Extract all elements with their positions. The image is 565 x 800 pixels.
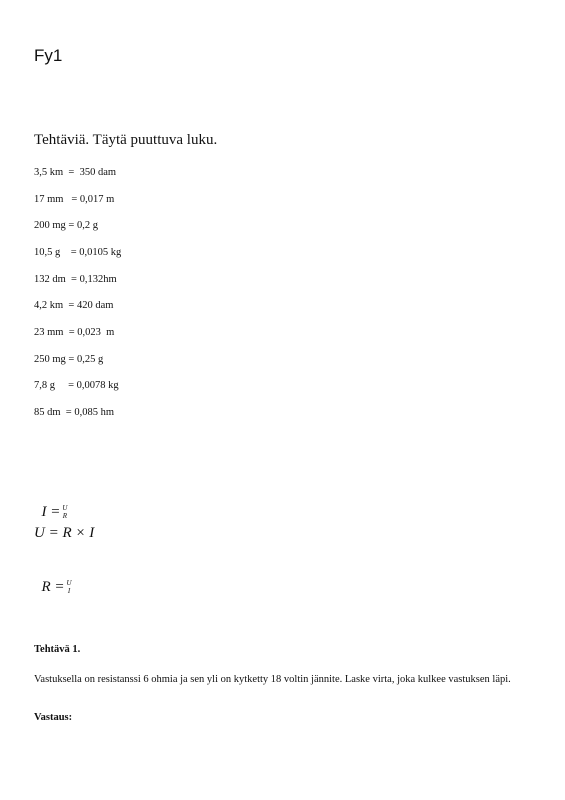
conversion-line: 7,8 g = 0,0078 kg [34, 380, 119, 391]
answer-label: Vastaus: [34, 712, 73, 723]
fraction [67, 579, 72, 595]
conversion-line: 4,2 km = 420 dam [34, 300, 114, 311]
formula-lhs: I = [41, 504, 61, 520]
formula-current [34, 487, 67, 521]
fraction-numerator: U [62, 503, 68, 512]
formula-lhs: R = [41, 579, 65, 595]
conversion-line: 23 mm = 0,023 m [34, 327, 115, 338]
conversion-line: 3,5 km = 350 dam [34, 167, 117, 178]
fraction-denominator: I [67, 586, 71, 595]
fraction-denominator: R [62, 511, 68, 520]
conversion-line: 200 mg = 0,2 g [34, 220, 98, 231]
fraction [62, 504, 67, 520]
fraction-numerator: U [66, 578, 72, 587]
conversion-line: 10,5 g = 0,0105 kg [34, 247, 122, 258]
formula-resistance [34, 562, 72, 596]
conversion-line: 250 mg = 0,25 g [34, 354, 104, 365]
page-title: Fy1 [34, 46, 63, 65]
conversion-line: 85 dm = 0,085 hm [34, 407, 115, 418]
formula-voltage: U = R × I [34, 525, 95, 541]
conversion-line: 132 dm = 0,132hm [34, 274, 117, 285]
conversion-line: 17 mm = 0,017 m [34, 194, 115, 205]
task-text: Vastuksella on resistanssi 6 ohmia ja sen yli on kytketty 18 voltin jännite. Laske virta, joka kulkee vastuksen läpi. [34, 674, 511, 685]
task-title: Tehtävä 1. [34, 644, 81, 655]
section-heading: Tehtäviä. Täytä puuttuva luku. [34, 132, 218, 148]
